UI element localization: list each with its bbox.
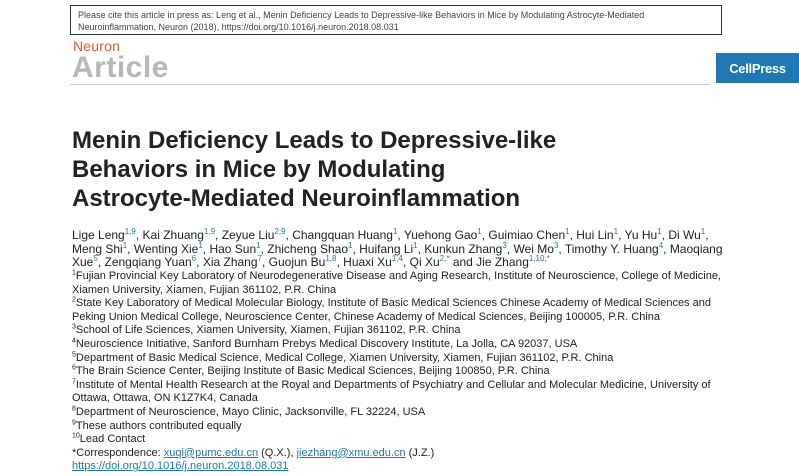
- author-affiliation-marker[interactable]: 3: [553, 240, 559, 250]
- affiliation-item: [72, 420, 732, 434]
- affiliation-text: Fujian Provincial Key Laboratory of Neurodegenerative Disease and Aging Research, Institute of Neuroscience, College of Medicine, Xiamen University, Xiamen, Fujian 361102, P.R. China: [72, 270, 721, 296]
- author: [343, 255, 403, 269]
- affiliation-item: [72, 352, 732, 366]
- author-name: Maoqiang Xue: [72, 241, 723, 269]
- email-link-jz[interactable]: jiezhang@xmu.edu.cn: [296, 446, 406, 459]
- affiliation-number: 8: [72, 405, 76, 413]
- author-affiliation-marker[interactable]: 1,9: [203, 227, 216, 236]
- author-affiliation-marker[interactable]: 1: [613, 227, 619, 236]
- author: [104, 255, 196, 269]
- author-name: Zengqiang Yuan: [104, 255, 192, 269]
- author-name: Guimiao Chen: [488, 228, 566, 242]
- correspondence-name: (J.Z.): [405, 446, 435, 459]
- author-affiliation-marker[interactable]: 1,4: [391, 254, 403, 263]
- affiliation-number: 3: [72, 323, 76, 331]
- author: [72, 242, 127, 256]
- title-line: Astrocyte-Mediated Neuroinflammation: [72, 185, 521, 212]
- author-affiliation-marker[interactable]: 2,*: [439, 254, 450, 263]
- author-affiliation-marker[interactable]: 1: [657, 227, 662, 236]
- author-affiliation-marker[interactable]: 1: [122, 240, 128, 250]
- author-name: Xia Zhang: [202, 255, 258, 269]
- correspondence-label: *Correspondence:: [72, 446, 164, 459]
- affiliation-number: 9: [72, 418, 76, 426]
- affiliation-item: [72, 365, 732, 379]
- affiliation-item: [72, 297, 732, 324]
- author: [267, 242, 352, 256]
- author-name: Huifang Li: [359, 241, 414, 256]
- author-name: Hao Sun: [209, 241, 257, 256]
- affiliation-item: [72, 433, 732, 447]
- author: [269, 255, 337, 269]
- author: [668, 228, 705, 242]
- author-name: Huaxi Xu: [343, 255, 392, 269]
- journal-name: Neuron: [73, 38, 121, 54]
- author-name: Timothy Y. Huang: [564, 241, 659, 256]
- affiliation-number: 2: [72, 296, 76, 304]
- email-link-qx[interactable]: xuqi@pumc.edu.cn: [163, 446, 259, 459]
- author: [410, 255, 450, 269]
- author: [565, 242, 663, 256]
- author-affiliation-marker[interactable]: 1: [565, 227, 570, 236]
- author-name: Yu Hu: [624, 228, 658, 242]
- affiliation-text: Institute of Mental Health Research at the Royal and Departments of Psychiatry and Cellular and Molecular Medicine, University of Ottawa, Ottawa, ON K1Z7K4, Canada: [72, 378, 711, 405]
- author-name: Hui Lin: [576, 228, 614, 242]
- title-line: Menin Deficiency Leads to Depressive-like: [72, 127, 557, 154]
- affiliation-item: [72, 406, 732, 420]
- author-name: Zeyue Liu: [221, 228, 275, 242]
- author-name: Wenting Xie: [133, 241, 199, 256]
- citation-notice: Please cite this article in press as: Leng et al., Menin Deficiency Leads to Depressive-like Behaviors in Mice by Modulating Astrocyte-Mediated Neuroinflammation, Neuron (2018), https://doi.org/10.1016/j.neuron.2018.08.031: [78, 10, 645, 32]
- author: [222, 228, 286, 242]
- author: [203, 255, 262, 269]
- affiliation-text: These authors contributed equally: [75, 419, 242, 432]
- affiliation-text: State Key Laboratory of Medical Molecular Biology, Institute of Basic Medical Sciences Chinese Academy of Medical Sciences and Peking Union Medical College, Neuroscience Center, Chinese Academy of Medical Sciences, Beijing 100005, P.R. China: [72, 297, 711, 323]
- title-line: Behaviors in Mice by Modulating: [72, 156, 446, 183]
- affiliation-text: Department of Basic Medical Science, Medical College, Xiamen University, Xiamen, Fujian 361102, P.R. China: [75, 351, 614, 364]
- author-name: Zhicheng Shao: [267, 241, 348, 256]
- author-affiliation-marker[interactable]: 1: [413, 240, 418, 250]
- author-name: Wei Mo: [513, 241, 554, 256]
- author: [453, 255, 550, 269]
- affiliation-text: Neuroscience Initiative, Sanford Burnham Prebys Medical Discovery Institute, La Jolla, CA 92037, USA: [75, 337, 578, 350]
- author-name: and Jie Zhang: [452, 255, 529, 269]
- author-affiliation-marker[interactable]: 5: [93, 254, 98, 263]
- article-type: Article: [72, 51, 169, 84]
- affiliation-number: 6: [72, 364, 76, 372]
- affiliation-number: 7: [72, 378, 76, 386]
- affiliation-text: The Brain Science Center, Beijing Institute of Basic Medical Sciences, Beijing 100850, P.R. China: [75, 365, 550, 378]
- author: [424, 242, 507, 256]
- affiliation-number: 1: [72, 269, 76, 277]
- affiliation-item: [72, 270, 732, 297]
- correspondence: [72, 447, 732, 461]
- author: [209, 242, 260, 256]
- author-affiliation-marker[interactable]: 1: [700, 227, 706, 236]
- author-affiliation-marker[interactable]: 1,9: [124, 227, 136, 236]
- author-affiliation-marker[interactable]: 1: [256, 240, 261, 250]
- doi-link[interactable]: https://doi.org/10.1016/j.neuron.2018.08.031: [72, 460, 289, 473]
- affiliation-number: 10: [72, 432, 80, 440]
- citation-notice-box: [70, 5, 722, 35]
- affiliation-number: 5: [72, 350, 76, 358]
- author-name: Changquan Huang: [292, 228, 393, 242]
- affiliation-item: [72, 324, 732, 338]
- author-affiliation-marker[interactable]: 1: [348, 240, 353, 250]
- author-name: Guojun Bu: [268, 255, 326, 269]
- affiliation-list: [72, 270, 732, 474]
- article-title: [72, 126, 632, 213]
- author-name: Di Wu: [668, 228, 701, 242]
- author: [576, 228, 618, 242]
- author-list: Lige Leng$^{1,9}$, Kai Zhuang$^{1,9}$, Zeyue Liu$^{2,9}$, Changquan Huang$^1$, Yuehong Gao$^1$, Guimiao Chen$^1$, Hui Lin$^1$, Yu Hu$^1$, Di Wu$^1$, Meng Shi$^1$, Wenting Xie$^1$, Hao Sun$^1$, Zhicheng Shao$^1$, Huifang Li$^1$, Kunkun Zhang$^3$, Wei Mo$^3$, Timothy Y. Huang$^4$, Maoqiang Xue$^5$, Zengqiang Yuan$^6$, Xia Zhang$^7$, Guojun Bu$^{1,8}$, Huaxi Xu$^{1,4}$, Qi $Xu^{2,*}$ and Jie Zhang$^{1,10,*}$: [72, 227, 723, 269]
- author: [143, 228, 216, 242]
- author-affiliation-marker[interactable]: 1,10,*: [528, 254, 550, 263]
- author-name: Yuehong Gao: [403, 228, 478, 242]
- author: [625, 228, 662, 242]
- author: [292, 228, 397, 242]
- author-affiliation-marker[interactable]: 2,9: [274, 227, 286, 236]
- author-name: Kai Zhuang: [142, 228, 204, 242]
- affiliation-text: Lead Contact: [79, 433, 146, 446]
- author-name: Lige Leng: [72, 228, 125, 242]
- author: [359, 242, 418, 256]
- correspondence-name: (Q.X.),: [258, 446, 297, 459]
- author-name: Qi Xu: [409, 255, 440, 269]
- author-affiliation-marker[interactable]: 4: [658, 240, 664, 250]
- author-affiliation-marker[interactable]: 1: [198, 240, 203, 250]
- author-affiliation-marker[interactable]: 3: [502, 240, 507, 250]
- author-affiliation-marker[interactable]: 1,8: [325, 254, 337, 263]
- author-affiliation-marker[interactable]: 1: [477, 227, 482, 236]
- affiliation-text: School of Life Sciences, Xiamen University, Xiamen, Fujian 361102, P.R. China: [75, 324, 461, 337]
- author-name: Meng Shi: [72, 241, 123, 256]
- affiliation-item: [72, 338, 732, 352]
- author-name: Kunkun Zhang: [424, 241, 503, 256]
- author-affiliation-marker[interactable]: 1: [392, 227, 398, 236]
- header-divider: [70, 84, 710, 85]
- affiliation-text: Department of Neuroscience, Mayo Clinic, Jacksonville, FL 32224, USA: [75, 405, 426, 418]
- author-affiliation-marker[interactable]: 7: [257, 254, 262, 263]
- author-affiliation-marker[interactable]: 6: [191, 254, 197, 263]
- affiliation-item: [72, 379, 732, 406]
- cellpress-logo: CellPress: [716, 53, 799, 83]
- affiliation-number: 4: [72, 337, 76, 345]
